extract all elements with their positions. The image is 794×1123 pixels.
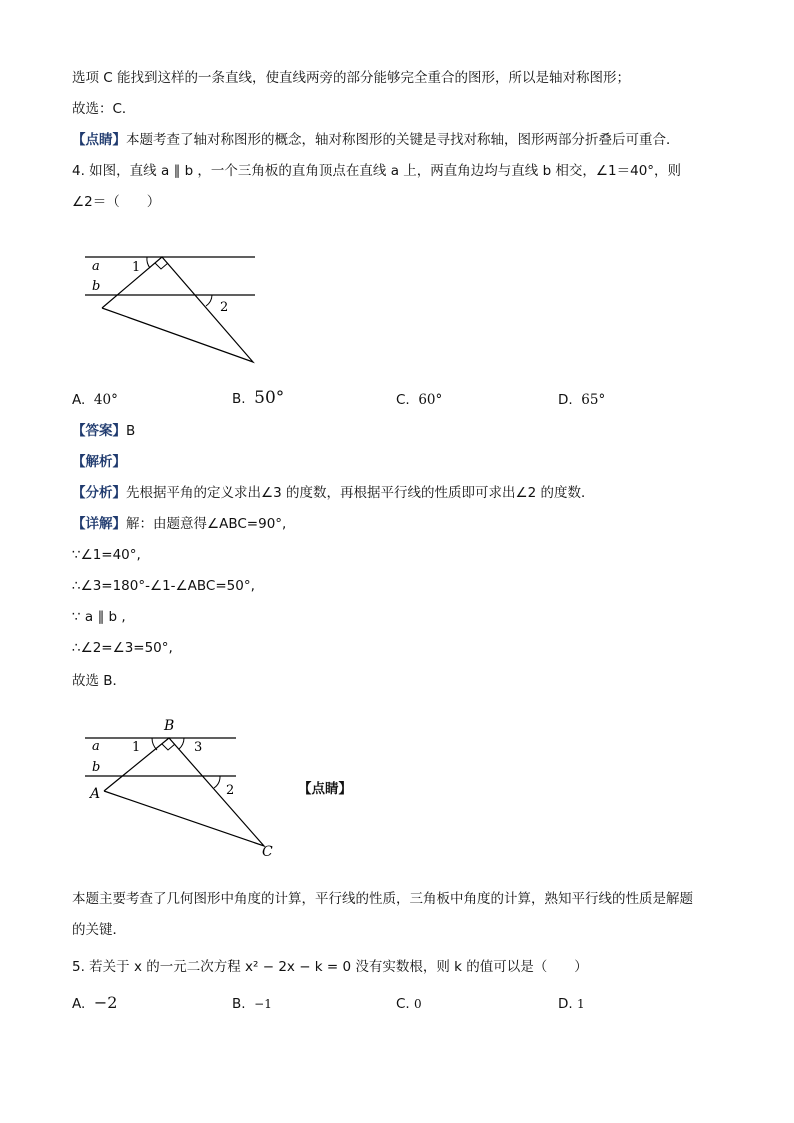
label-A: A (90, 786, 101, 802)
triangle-abc (104, 738, 264, 846)
q4-dianjing-line1: 本题主要考查了几何图形中角度的计算，平行线的性质，三角板中角度的计算，熟知平行线的性质是解题 (72, 891, 693, 907)
q4-dianjing-tag: 【点睛】 (298, 781, 352, 797)
answer-tag: 【答案】 (72, 423, 126, 439)
label-a: a (92, 739, 100, 754)
q4-option-a[interactable]: A. 40° (72, 392, 118, 408)
label-a: a (92, 259, 100, 274)
label-b: b (92, 760, 101, 775)
xiangjie-line-5: 故选 B． (72, 673, 127, 689)
label-3: 3 (194, 740, 203, 755)
q4-figure-1 (80, 248, 260, 368)
q4-figure-2 (80, 712, 280, 862)
label-C: C (262, 844, 273, 860)
label-2: 2 (226, 783, 235, 798)
q4-dianjing-line2: 的关键． (72, 922, 126, 938)
angle-2-arc (206, 295, 212, 306)
xiangjie-line-2: ∴∠3=180°-∠1-∠ABC=50°, (72, 578, 255, 594)
q4-stem-line1: 4. 如图，直线 a ∥ b ，一个三角板的直角顶点在直线 a 上，两直角边均与直线 b 相交，∠1＝40°，则 (72, 163, 682, 179)
q4-fenxi (72, 484, 594, 502)
angle-1-arc (147, 257, 150, 268)
angle-2-arc (214, 776, 220, 788)
q3-comment (72, 131, 680, 149)
q5-option-b[interactable]: B. −1 (232, 996, 272, 1012)
q3-option-c-explanation: 选项 C 能找到这样的一条直线，使直线两旁的部分能够完全重合的图形，所以是轴对称图形； (72, 70, 631, 86)
angle-3-arc (179, 738, 184, 749)
fenxi-text: 先根据平角的定义求出∠3 的度数，再根据平行线的性质即可求出∠2 的度数． (126, 485, 595, 501)
label-b: b (92, 279, 101, 294)
label-2: 2 (220, 300, 229, 315)
q5-option-a[interactable]: A. −2 (72, 993, 118, 1012)
xiangjie-line-4: ∴∠2=∠3=50°, (72, 640, 173, 656)
comment-text: 本题考查了轴对称图形的概念，轴对称图形的关键是寻找对称轴，图形两部分折叠后可重合． (126, 132, 680, 148)
q5-option-d[interactable]: D. 1 (558, 996, 585, 1012)
q5-option-c[interactable]: C. 0 (396, 996, 422, 1012)
xiangjie-line-0: 解：由题意得∠ABC=90°, (126, 516, 287, 532)
xiangjie-tag: 【详解】 (72, 516, 126, 532)
label-B: B (164, 718, 175, 734)
right-angle-mark (155, 263, 168, 269)
q4-option-c[interactable]: C. 60° (396, 392, 443, 408)
q3-answer: 故选：C． (72, 101, 136, 117)
comment-tag: 【点睛】 (72, 132, 126, 148)
triangle (102, 257, 253, 362)
xiangjie-line-1: ∵∠1=40°, (72, 547, 141, 563)
q4-stem-line2: ∠2＝（ ） (72, 194, 161, 210)
label-1: 1 (132, 260, 141, 275)
label-1: 1 (132, 740, 141, 755)
q5-stem: 5. 若关于 x 的一元二次方程 x² − 2x − k = 0 没有实数根，则 k 的值可以是（ ） (72, 959, 588, 975)
xiangjie-line-3: ∵ a ∥ b , (72, 609, 126, 625)
q4-option-b[interactable]: B. 50° (232, 388, 285, 408)
fenxi-tag: 【分析】 (72, 485, 126, 501)
q4-xiangjie (72, 515, 286, 533)
right-angle-mark (162, 744, 175, 750)
q4-analysis-tag: 【解析】 (72, 454, 126, 470)
q4-option-d[interactable]: D. 65° (558, 392, 606, 408)
answer-value: B (126, 423, 136, 439)
q4-answer (72, 422, 135, 440)
